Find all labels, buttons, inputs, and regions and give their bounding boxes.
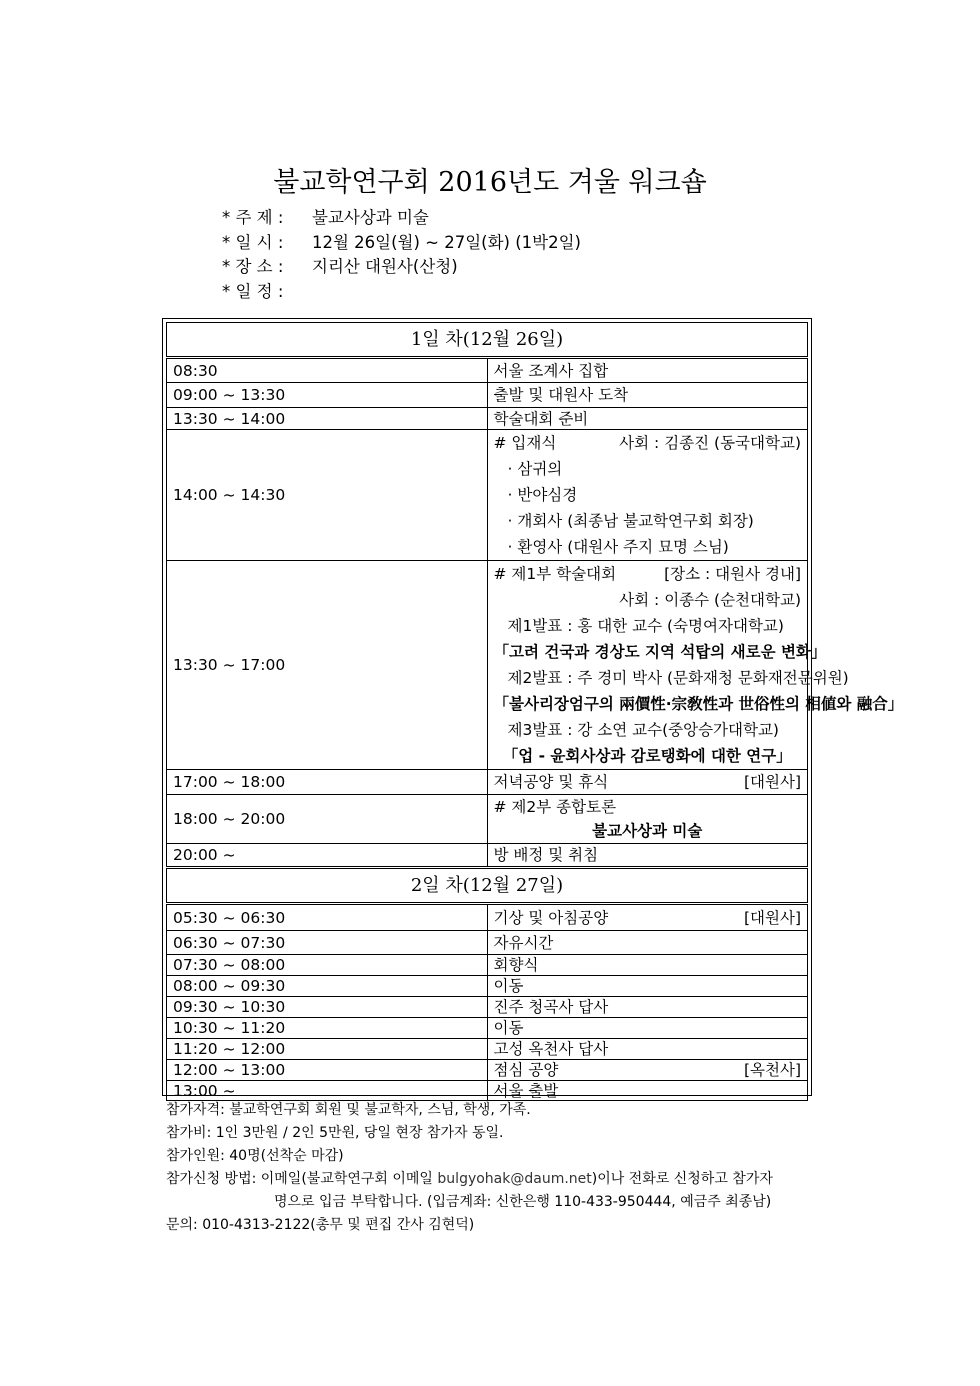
info-topic: * 주 제 : 불교사상과 미술: [222, 208, 429, 227]
activity-place: [대원사]: [743, 908, 801, 927]
session1-host: 사회 : 이종수 (순천대학교): [619, 591, 801, 609]
paper-title-2: 「불사리장엄구의 兩價性·宗敎性과 世俗性의 相値와 融合」: [493, 695, 904, 713]
eligibility-note: 참가자격: 불교학연구회 회원 및 불교학자, 스님, 학생, 가족.: [166, 1102, 531, 1118]
table-row: [167, 430, 808, 561]
activity-cell: 고성 옥천사 답사: [487, 1039, 808, 1060]
list-item: · 삼귀의: [507, 460, 563, 478]
activity-cell: 이동: [487, 976, 808, 997]
paper-title-1: 「고려 건국과 경상도 지역 석탑의 새로운 변화」: [493, 643, 827, 661]
table-row: [167, 997, 808, 1018]
time-cell: 05:30 ~ 06:30: [167, 904, 488, 931]
time-cell: 13:00 ~: [167, 1081, 488, 1101]
day2-header-row: [167, 868, 808, 904]
activity-cell: [487, 795, 808, 844]
time-cell: 10:30 ~ 11:20: [167, 1018, 488, 1039]
footer-notes: [166, 1099, 773, 1237]
activity-cell: [487, 430, 808, 561]
time-cell: 08:00 ~ 09:30: [167, 976, 488, 997]
table-row: [167, 795, 808, 844]
table-row: [167, 976, 808, 997]
table-row: [167, 1081, 808, 1101]
table-row: [167, 1018, 808, 1039]
activity-cell: [487, 1060, 808, 1081]
time-cell: 06:30 ~ 07:30: [167, 931, 488, 955]
activity-cell: 방 배정 및 취침: [487, 844, 808, 868]
table-row: [167, 383, 808, 408]
table-row: [167, 408, 808, 430]
day1-header: 1일 차(12월 26일): [167, 323, 808, 358]
activity-cell: 학술대회 준비: [487, 408, 808, 430]
activity-cell: 서울 조계사 집합: [487, 358, 808, 383]
info-datetime: * 일 시 : 12월 26일(월) ~ 27일(화) (1박2일): [222, 232, 581, 252]
list-item: · 개회사 (최종남 불교학연구회 회장): [507, 512, 754, 530]
apply-note: [166, 1168, 773, 1191]
presenter-3: 제3발표 : 강 소연 교수(중앙승가대학교): [507, 721, 779, 739]
time-cell: 20:00 ~: [167, 844, 488, 868]
time-cell: 11:20 ~ 12:00: [167, 1039, 488, 1060]
time-cell: 13:30 ~ 17:00: [167, 561, 488, 770]
opening-host: 사회 : 김종진 (동국대학교): [619, 434, 801, 452]
presenter-2: 제2발표 : 주 경미 박사 (문화재청 문화재전문위원): [507, 669, 849, 687]
time-cell: 12:00 ~ 13:00: [167, 1060, 488, 1081]
time-cell: 09:00 ~ 13:30: [167, 383, 488, 408]
table-row: [167, 904, 808, 931]
activity-cell: [487, 904, 808, 931]
table-row: [167, 1039, 808, 1060]
session1-title: # 제1부 학술대회: [493, 565, 617, 583]
table-row: [167, 844, 808, 868]
table-row: [167, 931, 808, 955]
activity-text: 점심 공양: [493, 1061, 559, 1079]
time-cell: 17:00 ~ 18:00: [167, 770, 488, 795]
day1-header-row: [167, 323, 808, 358]
time-cell: 13:30 ~ 14:00: [167, 408, 488, 430]
activity-cell: 진주 청곡사 답사: [487, 997, 808, 1018]
table-row: [167, 1060, 808, 1081]
activity-place: [옥천사]: [743, 1061, 801, 1079]
page-title: 불교학연구회 2016년도 겨울 워크숍: [273, 167, 707, 198]
table-row: [167, 561, 808, 770]
activity-cell: 이동: [487, 1018, 808, 1039]
activity-cell: 자유시간: [487, 931, 808, 955]
opening-title: # 입재식: [493, 434, 557, 452]
activity-place: [대원사]: [743, 773, 801, 791]
presenter-1: 제1발표 : 홍 대한 교수 (숙명여자대학교): [507, 617, 784, 635]
info-place: * 장 소 : 지리산 대원사(산청): [222, 257, 458, 276]
contact-note: 문의: 010-4313-2122(총무 및 편집 간사 김현덕): [166, 1217, 475, 1233]
activity-cell: [487, 770, 808, 795]
time-cell: 18:00 ~ 20:00: [167, 795, 488, 844]
time-cell: 08:30: [167, 358, 488, 383]
activity-cell: [487, 561, 904, 770]
table-row: [167, 770, 808, 795]
table-row: [167, 358, 808, 383]
session2-title: # 제2부 종합토론: [493, 798, 617, 816]
activity-cell: 서울 출발: [487, 1081, 808, 1101]
activity-text: 기상 및 아침공양: [493, 908, 609, 927]
apply-text-end: )이나 전화로 신청하고 참가자: [591, 1171, 773, 1187]
capacity-note: 참가인원: 40명(선착순 마감): [166, 1148, 344, 1164]
activity-cell: 회향식: [487, 955, 808, 976]
day2-header: 2일 차(12월 27일): [167, 868, 808, 904]
time-cell: 14:00 ~ 14:30: [167, 430, 488, 561]
paper-title-3: 「업 - 윤회사상과 감로탱화에 대한 연구」: [502, 747, 792, 765]
email-link[interactable]: bulgyohak@daum.net: [437, 1171, 592, 1187]
activity-text: 저녁공양 및 휴식: [493, 773, 609, 791]
schedule-table: [166, 322, 904, 1101]
fee-note: 참가비: 1인 3만원 / 2인 5만원, 당일 현장 참가자 동일.: [166, 1125, 504, 1141]
list-item: · 환영사 (대원사 주지 묘명 스님): [507, 538, 729, 556]
session2-subtitle: 불교사상과 미술: [592, 822, 703, 840]
list-item: · 반야심경: [507, 486, 578, 504]
time-cell: 09:30 ~ 10:30: [167, 997, 488, 1018]
time-cell: 07:30 ~ 08:00: [167, 955, 488, 976]
table-row: [167, 955, 808, 976]
apply-note-line2: 명으로 입금 부탁합니다. (입금계좌: 신한은행 110-433-950444, 예금주 최종남): [274, 1194, 772, 1210]
event-info: [222, 206, 581, 304]
info-schedule: * 일 정 :: [222, 281, 284, 301]
activity-cell: 출발 및 대원사 도착: [487, 383, 808, 408]
session1-place: [장소 : 대원사 경내]: [664, 565, 801, 583]
apply-text: 참가신청 방법: 이메일(불교학연구회 이메일: [166, 1171, 438, 1187]
